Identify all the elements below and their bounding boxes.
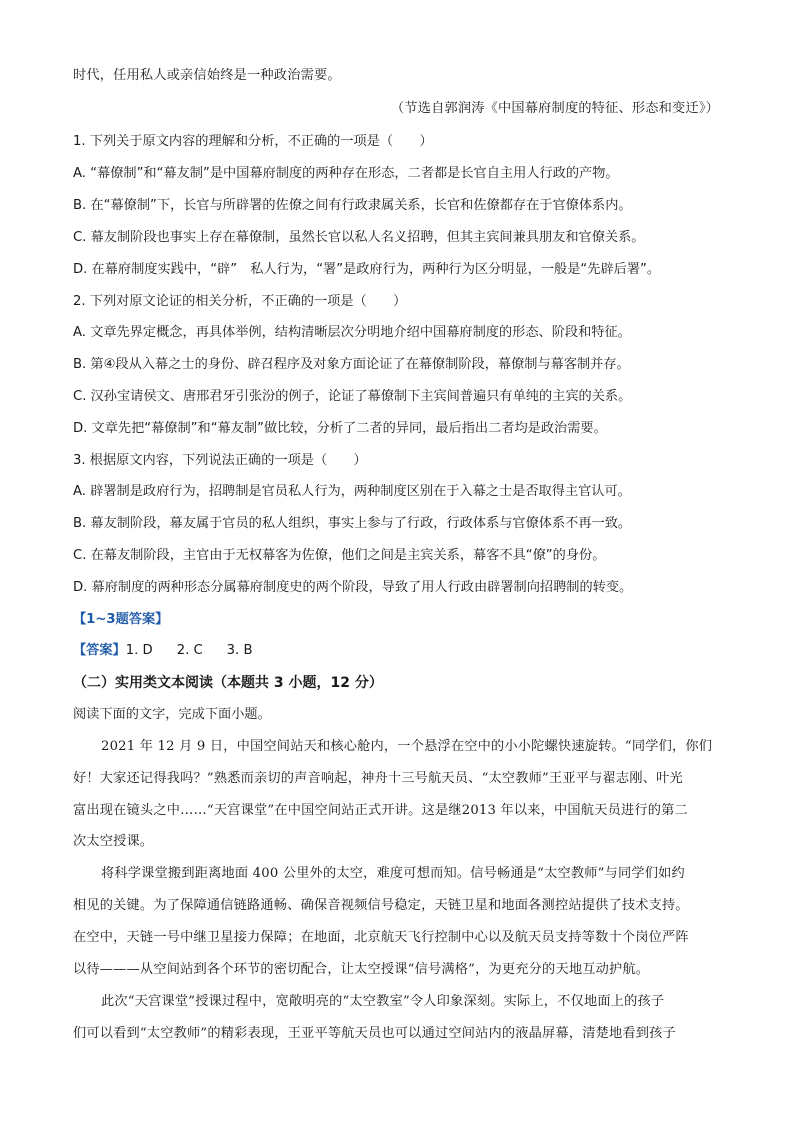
- passage-line: 在空中，天链一号中继卫星接力保障；在地面，北京航天飞行控制中心以及航天员支持等数十个岗位严阵: [73, 930, 689, 945]
- passage-line: 次太空授课。: [73, 834, 154, 849]
- question-2-stem: 2. 下列对原文论证的相关分析，不正确的一项是（ ）: [73, 294, 407, 309]
- passage-line: 将科学课堂搬到距离地面 400 公里外的太空，难度可想而知。信号畅通是“太空教师”与同学们如约: [101, 866, 685, 881]
- passage-line: 好！大家还记得我吗？”熟悉而亲切的声音响起，神舟十三号航天员、“太空教师”王亚平与翟志刚、叶光: [73, 771, 683, 786]
- question-1-stem: 1. 下列关于原文内容的理解和分析，不正确的一项是（ ）: [73, 134, 433, 149]
- passage-line: 相见的关键。为了保障通信链路通畅、确保音视频信号稳定，天链卫星和地面各测控站提供了技术支持。: [73, 898, 689, 913]
- answer-header: 【1~3题答案】: [73, 612, 169, 627]
- passage-line: 富出现在镜头之中……“天宫课堂”在中国空间站正式开讲。这是继2013 年以来，中国航天员进行的第二: [73, 803, 688, 818]
- question-3-option-b: B. 幕友制阶段，幕友属于官员的私人组织，事实上参与了行政，行政体系与官僚体系不再一致。: [73, 516, 632, 531]
- question-1-option-d: D. 在幕府制度实践中，“辟” 私人行为，“署”是政府行为，两种行为区分明显，一般是“先辟后署”。: [73, 262, 661, 277]
- question-3-option-d: D. 幕府制度的两种形态分属幕府制度史的两个阶段，导致了用人行政由辟署制向招聘制的转变。: [73, 580, 633, 595]
- question-1-option-c: C. 幕友制阶段也事实上存在幕僚制，虽然长官以私人名义招聘，但其主宾间兼具朋友和官僚关系。: [73, 230, 645, 245]
- answer-label: 【答案】: [73, 643, 126, 658]
- section-2-instruction: 阅读下面的文字，完成下面小题。: [73, 707, 271, 722]
- answer-item-1: 1. D: [125, 643, 153, 658]
- passage-line: 此次“天宫课堂”授课过程中，宽敞明亮的“太空教室”令人印象深刻。实际上，不仅地面上的孩子: [101, 994, 665, 1009]
- question-2-option-a: A. 文章先界定概念，再具体举例，结构清晰层次分明地介绍中国幕府制度的形态、阶段和特征。: [73, 325, 631, 340]
- passage-line: 以待———从空间站到各个环节的密切配合，让太空授课“信号满格”，为更充分的天地互动护航。: [73, 962, 650, 977]
- question-2-option-b: B. 第④段从入幕之士的身份、辟召程序及对象方面论证了在幕僚制阶段，幕僚制与幕客制并存。: [73, 357, 630, 372]
- question-1-option-a: A. “幕僚制”和“幕友制”是中国幕府制度的两种存在形态，二者都是长官自主用人行政的产物。: [73, 166, 619, 181]
- answer-item-3: 3. B: [226, 643, 253, 658]
- question-2-option-c: C. 汉孙宝请侯文、唐邢君牙引张汾的例子，论证了幕僚制下主宾间普遍只有单纯的主宾的关系。: [73, 389, 632, 404]
- passage-tail-line: 时代，任用私人或亲信始终是一种政治需要。: [73, 68, 341, 83]
- question-1-option-b: B. 在“幕僚制”下，长官与所辟署的佐僚之间有行政隶属关系，长官和佐僚都存在于官僚体系内。: [73, 198, 632, 213]
- question-3-option-c: C. 在幕友制阶段，主官由于无权幕客为佐僚，他们之间是主宾关系，幕客不具“僚”的身份。: [73, 548, 606, 563]
- question-3-stem: 3. 根据原文内容，下列说法正确的一项是（ ）: [73, 453, 367, 468]
- passage-source: （节选自郭润涛《中国幕府制度的特征、形态和变迁》）: [390, 101, 719, 116]
- section-2-title: （二）实用类文本阅读（本题共 3 小题，12 分）: [73, 675, 383, 691]
- answer-row: [73, 641, 725, 661]
- question-2-option-d: D. 文章先把“幕僚制”和“幕友制”做比较，分析了二者的异同，最后指出二者均是政治需要。: [73, 421, 607, 436]
- question-3-option-a: A. 辟署制是政府行为，招聘制是官员私人行为，两种制度区别在于入幕之士是否取得主官认可。: [73, 484, 631, 499]
- passage-line: 2021 年 12 月 9 日，中国空间站天和核心舱内，一个悬浮在空中的小小陀螺快速旋转。“同学们，你们: [101, 739, 713, 754]
- answer-item-2: 2. C: [176, 643, 203, 658]
- passage-line: 们可以看到“太空教师”的精彩表现，王亚平等航天员也可以通过空间站内的液晶屏幕，清楚地看到孩子: [73, 1026, 676, 1041]
